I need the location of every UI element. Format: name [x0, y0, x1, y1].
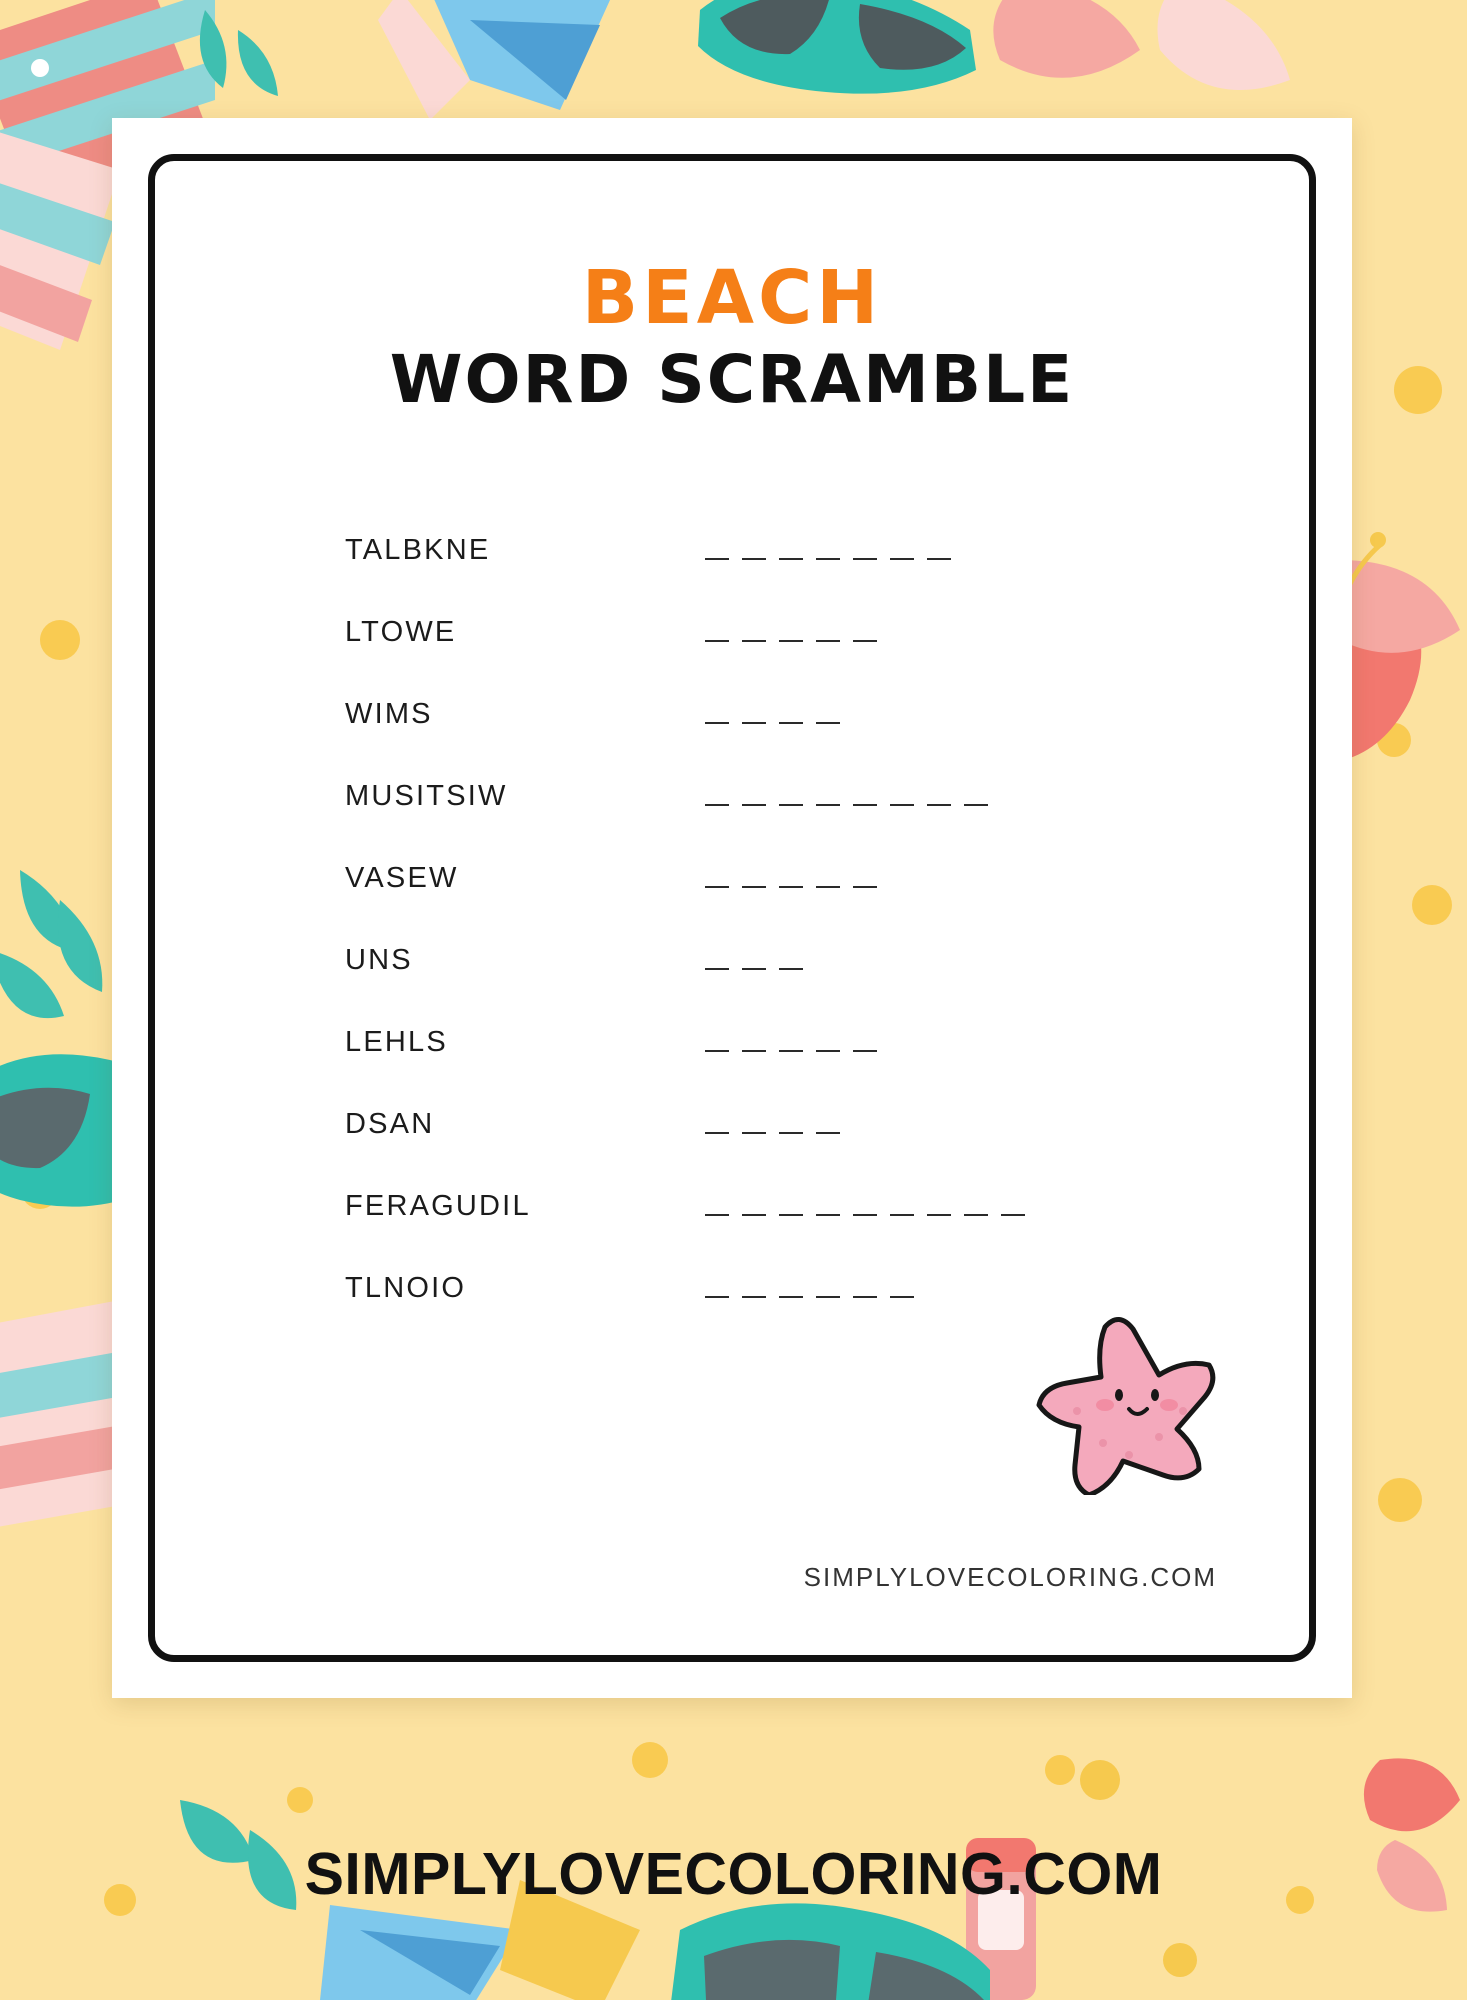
answer-blanks[interactable]: [705, 1278, 914, 1298]
answer-blank[interactable]: [779, 1050, 803, 1052]
answer-blank[interactable]: [779, 558, 803, 560]
answer-blank[interactable]: [816, 804, 840, 806]
answer-blanks[interactable]: [705, 950, 803, 970]
answer-blank[interactable]: [964, 1214, 988, 1216]
answer-blank[interactable]: [742, 558, 766, 560]
scrambled-word: MUSITSIW: [345, 779, 508, 812]
answer-blank[interactable]: [816, 640, 840, 642]
puzzle-row: [345, 919, 1229, 1001]
answer-blanks[interactable]: [705, 622, 877, 642]
answer-blank[interactable]: [927, 1214, 951, 1216]
answer-blank[interactable]: [742, 968, 766, 970]
answer-blank[interactable]: [816, 558, 840, 560]
answer-blank[interactable]: [779, 804, 803, 806]
answer-blank[interactable]: [742, 722, 766, 724]
scrambled-word: VASEW: [345, 861, 459, 894]
answer-blank[interactable]: [705, 968, 729, 970]
answer-blank[interactable]: [779, 1132, 803, 1134]
answer-blank[interactable]: [890, 1296, 914, 1298]
puzzle-row: [345, 591, 1229, 673]
answer-blank[interactable]: [705, 640, 729, 642]
puzzle-row: [345, 673, 1229, 755]
scrambled-word: LTOWE: [345, 615, 457, 648]
answer-blank[interactable]: [742, 1050, 766, 1052]
answer-blank[interactable]: [742, 1296, 766, 1298]
answer-blank[interactable]: [742, 1214, 766, 1216]
answer-blanks[interactable]: [705, 704, 840, 724]
worksheet-border: [148, 154, 1316, 1662]
answer-blank[interactable]: [853, 1296, 877, 1298]
answer-blank[interactable]: [816, 1132, 840, 1134]
scrambled-word: FERAGUDIL: [345, 1189, 531, 1222]
answer-blank[interactable]: [927, 804, 951, 806]
title-subtitle: WORD SCRAMBLE: [389, 341, 1075, 418]
answer-blank[interactable]: [779, 722, 803, 724]
scrambled-word: TLNOIO: [345, 1271, 467, 1304]
word-scramble-list: [345, 509, 1229, 1329]
answer-blanks[interactable]: [705, 868, 877, 888]
answer-blank[interactable]: [705, 1214, 729, 1216]
answer-blank[interactable]: [779, 886, 803, 888]
answer-blanks[interactable]: [705, 1196, 1025, 1216]
worksheet-card: [112, 118, 1352, 1698]
answer-blank[interactable]: [890, 804, 914, 806]
answer-blank[interactable]: [964, 804, 988, 806]
answer-blank[interactable]: [890, 558, 914, 560]
answer-blank[interactable]: [816, 1050, 840, 1052]
answer-blank[interactable]: [742, 804, 766, 806]
answer-blank[interactable]: [779, 1296, 803, 1298]
title-main: BEACH: [581, 255, 883, 341]
scrambled-word: LEHLS: [345, 1025, 448, 1058]
answer-blank[interactable]: [853, 886, 877, 888]
bottom-banner-url: SIMPLYLOVECOLORING.COM: [304, 1841, 1163, 1907]
answer-blanks[interactable]: [705, 1114, 840, 1134]
puzzle-row: [345, 509, 1229, 591]
answer-blank[interactable]: [853, 1050, 877, 1052]
page-title: [155, 255, 1309, 418]
scrambled-word: WIMS: [345, 697, 433, 730]
answer-blank[interactable]: [779, 1214, 803, 1216]
answer-blank[interactable]: [890, 1214, 914, 1216]
answer-blank[interactable]: [742, 640, 766, 642]
answer-blank[interactable]: [705, 804, 729, 806]
answer-blank[interactable]: [705, 722, 729, 724]
answer-blank[interactable]: [816, 1214, 840, 1216]
answer-blank[interactable]: [705, 886, 729, 888]
answer-blank[interactable]: [927, 558, 951, 560]
answer-blank[interactable]: [705, 1132, 729, 1134]
answer-blank[interactable]: [816, 1296, 840, 1298]
puzzle-row: [345, 1083, 1229, 1165]
puzzle-row: [345, 837, 1229, 919]
answer-blank[interactable]: [853, 640, 877, 642]
answer-blank[interactable]: [779, 968, 803, 970]
answer-blank[interactable]: [816, 722, 840, 724]
puzzle-row: [345, 1165, 1229, 1247]
bottom-banner: [0, 1840, 1467, 1908]
answer-blanks[interactable]: [705, 540, 951, 560]
answer-blank[interactable]: [853, 1214, 877, 1216]
answer-blank[interactable]: [742, 1132, 766, 1134]
starfish-icon: [1033, 1315, 1223, 1495]
answer-blanks[interactable]: [705, 1032, 877, 1052]
answer-blank[interactable]: [705, 558, 729, 560]
scrambled-word: TALBKNE: [345, 533, 491, 566]
answer-blank[interactable]: [853, 804, 877, 806]
answer-blank[interactable]: [742, 886, 766, 888]
card-footer-url: SIMPLYLOVECOLORING.COM: [803, 1562, 1217, 1592]
puzzle-row: [345, 1001, 1229, 1083]
scrambled-word: DSAN: [345, 1107, 435, 1140]
scrambled-word: UNS: [345, 943, 413, 976]
answer-blank[interactable]: [705, 1296, 729, 1298]
answer-blank[interactable]: [1001, 1214, 1025, 1216]
answer-blank[interactable]: [853, 558, 877, 560]
answer-blanks[interactable]: [705, 786, 988, 806]
answer-blank[interactable]: [816, 886, 840, 888]
answer-blank[interactable]: [779, 640, 803, 642]
answer-blank[interactable]: [705, 1050, 729, 1052]
puzzle-row: [345, 755, 1229, 837]
